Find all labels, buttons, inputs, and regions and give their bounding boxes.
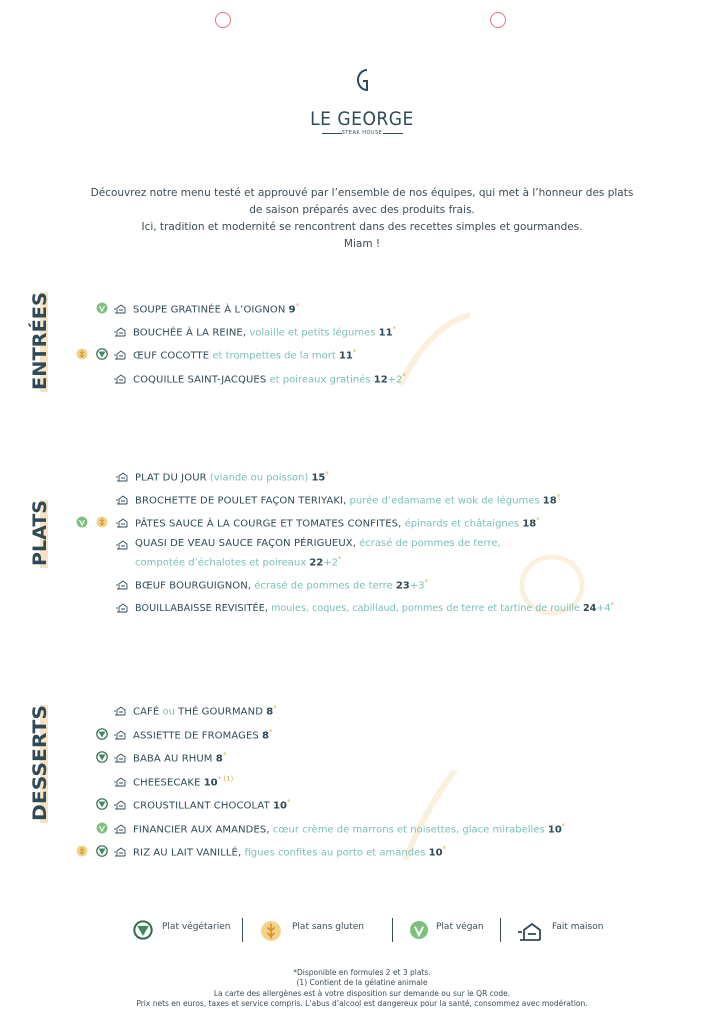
item-mark: * [610,601,614,609]
legend [0,918,724,944]
item-mark: * [352,348,357,356]
gluten-free-icon [76,845,88,857]
item-name: CROUSTILLANT CHOCOLAT [133,800,270,812]
item-price: 10 [273,800,287,812]
item-desc: ou [162,706,175,718]
item-name: ASSIETTE DE FROMAGES [133,730,259,742]
punch-hole-left [215,12,231,28]
vegetarian-icon [96,751,108,763]
item-name: QUASI DE VEAU SAUCE FAÇON PÉRIGUEUX, [135,538,356,549]
item-name: PLAT DU JOUR [135,472,207,484]
homemade-icon [116,539,128,550]
item-mark: * [392,325,397,333]
menu-item [133,704,277,717]
item-mark: * [442,845,447,853]
homemade-icon [116,517,128,528]
item-name: COQUILLE SAINT-JACQUES [133,374,267,386]
section-title-entrees [22,290,52,394]
item-price: 12 [373,374,388,386]
punch-hole-right [490,12,506,28]
section-title-plats [22,498,52,570]
item-name: PÂTES SAUCE À LA COURGE ET TOMATES CONFITES, [135,518,402,530]
item-mark: * [561,822,566,830]
menu-item [135,601,614,614]
subtitle-line-right [383,133,403,134]
vegetarian-icon [96,798,108,810]
homemade-icon [114,846,126,857]
item-price: 22 [309,557,324,569]
item-name: SOUPE GRATINÉE À L’OIGNON [133,304,286,316]
item-price: 11 [378,327,393,339]
item-price: 8 [215,753,223,765]
homemade-icon [114,729,126,740]
legend-divider [500,918,501,942]
item-desc: purée d’edamame et wok de légumes [349,495,540,507]
item-extra: +4 [596,603,611,615]
item-price: 10 [547,824,562,836]
brand-name: LE GEORGE [310,108,414,130]
item-price: 15 [311,472,326,484]
menu-item [135,493,560,506]
item-name: CHEESECAKE [133,777,201,789]
item-name: BROCHETTE DE POULET FAÇON TERIYAKI, [135,495,347,507]
item-desc: figues confites au porto et amandes [244,847,426,859]
item-desc: cœur crème de marrons et noisettes, glace mirabelles [272,824,545,836]
menu-item [135,578,428,591]
item-mark: * [536,516,540,524]
item-price: 24 [582,603,597,615]
gluten-free-icon [76,348,88,360]
item-price: 9 [288,304,296,316]
homemade-icon [518,920,542,942]
gluten-free-icon [96,516,108,528]
item-name: FINANCIER AUX AMANDES, [133,824,270,836]
item-name: BŒUF BOURGUIGNON, [135,580,252,592]
item-mark: * [556,493,561,501]
intro-text [62,185,662,253]
footer-note: La carte des allergènes est à votre disposition sur demande ou sur le QR code. [213,989,511,998]
menu-item [133,798,290,811]
homemade-icon [114,776,126,787]
homemade-icon [116,494,128,505]
item-mark: * [338,555,342,563]
item-extra: +3 [409,580,425,592]
homemade-icon [114,752,126,763]
logo-g-icon [352,66,372,94]
legend-gluten-free: Plat sans gluten [292,922,364,932]
homemade-icon [114,823,126,834]
gluten-free-icon [260,920,282,942]
item-desc: épinards et châtaignes [404,518,520,530]
menu-item [133,845,446,858]
item-desc: (viande ou poisson) [209,472,309,484]
legend-divider [242,918,243,942]
item-desc-2: compotée d’échalotes et poireaux [135,557,307,569]
item-price: 8 [266,706,274,718]
item-price: 8 [262,730,269,742]
item-name: BOUILLABAISSE REVISITÉE, [135,603,269,615]
item-mark: * [424,578,428,586]
item-price: 10 [428,847,443,859]
item-mark: * [273,704,277,712]
ghost-illustration-icon [380,305,480,405]
vegetarian-icon [96,348,108,360]
intro-line: Miam ! [343,238,381,250]
homemade-icon [114,705,126,716]
item-desc: moules, coques, cabillaud, pommes de terre et tartine de rouille [271,603,580,615]
item-mark: * [222,751,227,759]
footer-note: (1) Contient de la gélatine animale [296,978,428,987]
item-mark: * [402,372,406,380]
item-mark: * [286,798,291,806]
item-mark: * [325,470,329,478]
item-desc: et poireaux gratinés [269,374,371,386]
item-name: RIZ AU LAIT VANILLÉ, [133,847,242,859]
menu-item [133,822,565,835]
homemade-icon [114,303,126,314]
intro-line: Découvrez notre menu testé et approuvé par l’ensemble de nos équipes, qui met à l’honneur des plats [90,187,634,199]
item-price: 11 [338,350,353,362]
menu-item [133,775,233,788]
legend-vegan: Plat végan [436,922,484,932]
vegan-icon [409,920,429,940]
section-title-plats-text: PLATS [29,500,51,566]
menu-item [133,302,299,315]
vegan-icon [96,822,108,834]
legend-homemade: Fait maison [552,922,604,932]
brand-subtitle: STEAK HOUSE [341,130,383,136]
intro-line: de saison préparés avec des produits frais. [249,204,475,216]
item-extra: +2 [387,374,403,386]
menu-item [135,470,329,483]
homemade-icon [114,326,126,337]
homemade-icon [114,373,126,384]
homemade-icon [116,602,128,613]
footer-note: Prix nets en euros, taxes et service compris. L’abus d’alcool est dangereux pour la santé, consommez avec modération. [136,999,588,1008]
item-price: 18 [522,518,537,530]
menu-item [133,348,356,361]
vegan-icon [76,516,88,528]
homemade-icon [116,471,128,482]
item-price: 23 [395,580,410,592]
legend-divider [392,918,393,942]
homemade-icon [114,799,126,810]
item-desc: et trompettes de la mort [212,350,336,362]
item-mark: * [268,728,273,736]
item-name: ŒUF COCOTTE [133,350,210,362]
item-extra: +2 [323,557,339,569]
item-price: 18 [542,495,557,507]
vegetarian-icon [96,728,108,740]
menu-item [133,325,396,338]
menu-item [135,516,540,529]
footer-note: *Disponible en formules 2 et 3 plats. [293,968,431,977]
section-title-desserts [22,703,52,825]
item-mark: * [295,302,300,310]
item-name: CAFÉ [133,706,160,718]
item-mark: * (1) [217,775,234,783]
homemade-icon [114,349,126,360]
section-title-desserts-text: DESSERTS [29,712,51,821]
intro-line: Ici, tradition et modernité se rencontrent dans des recettes simples et gourmandes. [141,221,583,233]
item-desc: écrasé de pommes de terre, [359,538,501,549]
item-name-2: THÉ GOURMAND [178,706,264,718]
item-name: BABA AU RHUM [133,753,213,765]
homemade-icon [116,579,128,590]
vegan-icon [96,302,108,314]
menu-item [133,751,226,764]
item-desc: volaille et petits légumes [249,327,376,339]
item-name: BOUCHÉE À LA REINE, [133,327,247,339]
item-price: 10 [203,777,218,789]
section-title-entrees-text: ENTRÉES [29,293,51,390]
legend-vegetarian: Plat végétarien [162,922,231,932]
vegetarian-icon [96,845,108,857]
item-desc: écrasé de pommes de terre [254,580,393,592]
menu-item-continuation [135,555,342,568]
menu-item [135,538,501,549]
menu-item [133,372,406,385]
vegetarian-icon [133,920,153,940]
menu-item [133,728,272,741]
